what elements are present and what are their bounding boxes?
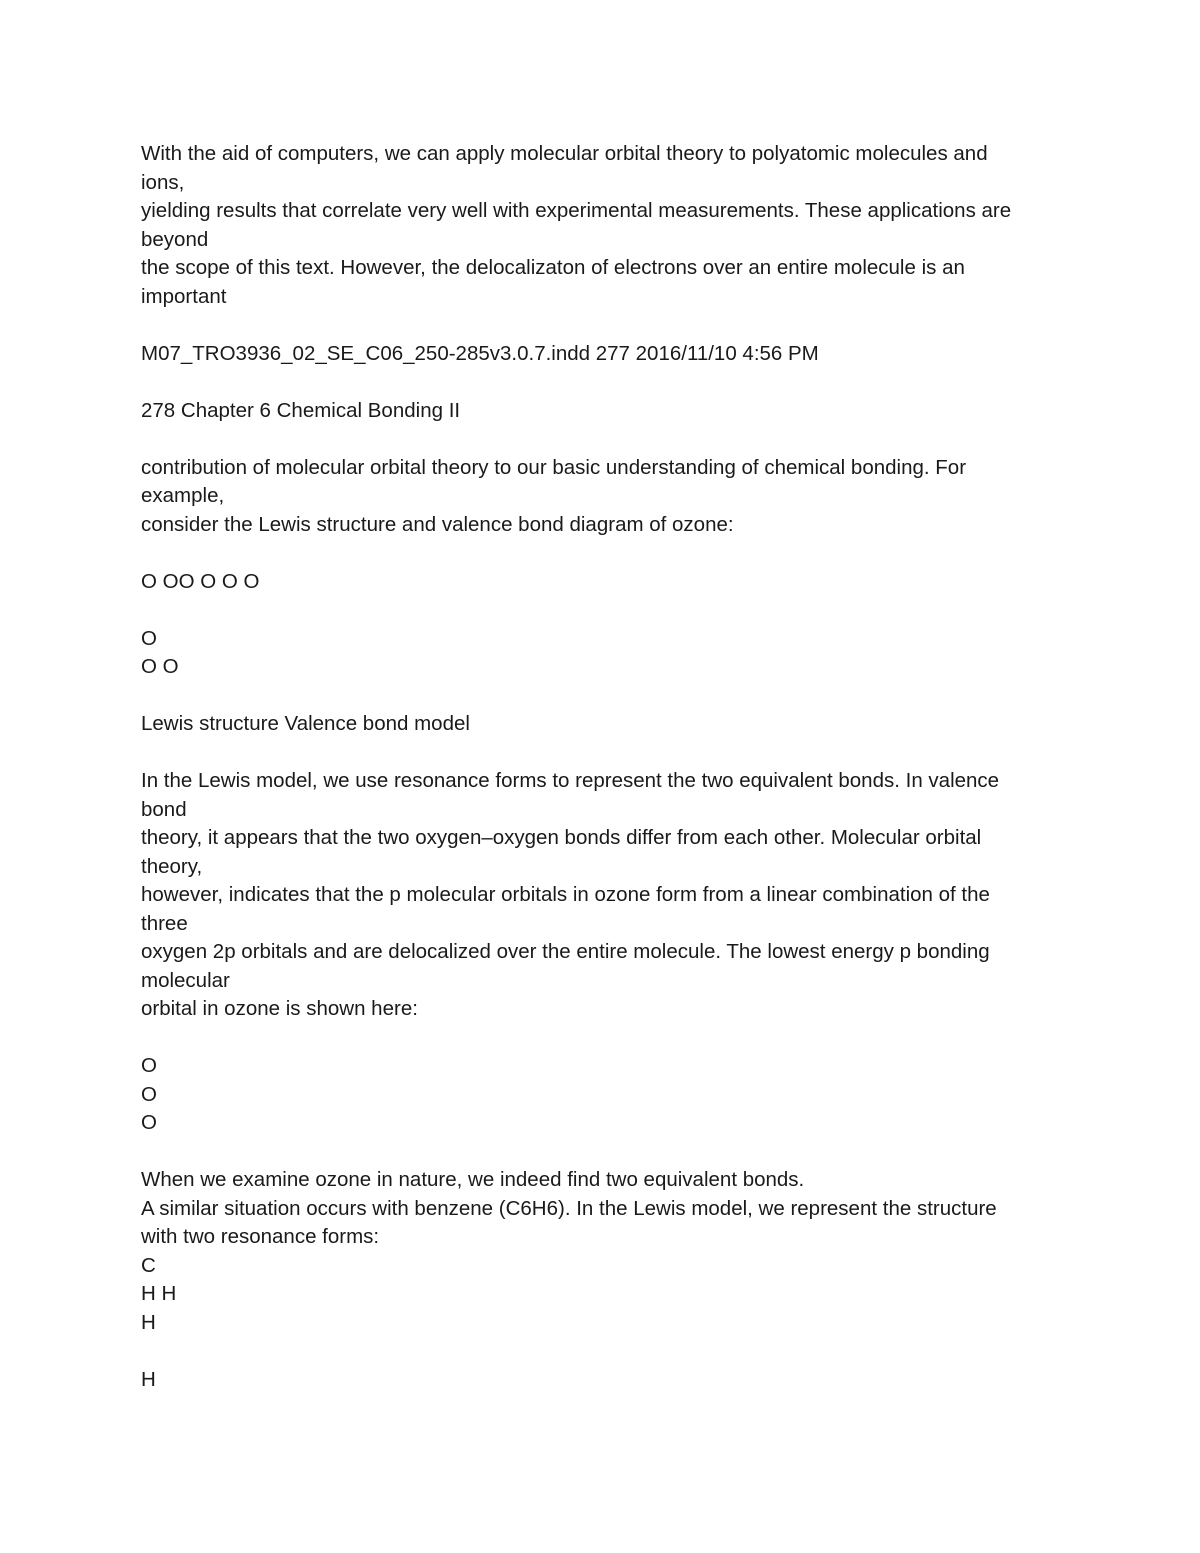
text-line: O: [141, 626, 157, 650]
blank-line: [141, 539, 1071, 568]
text-line: H: [141, 1310, 156, 1334]
text-line: however, indicates that the p molecular orbitals in ozone form from a linear combination of the: [141, 883, 990, 906]
text-line: Lewis structure Valence bond model: [141, 712, 470, 735]
blank-line: [141, 682, 1071, 711]
text-line: C: [141, 1253, 156, 1277]
blank-line: [141, 368, 1071, 397]
text-line: orbital in ozone is shown here:: [141, 997, 418, 1020]
text-line: the scope of this text. However, the delocalizaton of electrons over an entire molecule is an: [141, 256, 965, 279]
text-line: In the Lewis model, we use resonance forms to represent the two equivalent bonds. In valence: [141, 769, 1000, 792]
text-line: O: [141, 1111, 157, 1134]
text-line: O: [141, 1054, 157, 1077]
text-line: three: [141, 911, 188, 935]
text-line: O: [141, 1082, 157, 1106]
blank-line: [141, 1138, 1071, 1167]
text-line: H H: [141, 1282, 177, 1305]
text-line: O OO O O O: [141, 569, 260, 593]
text-line: with two resonance forms:: [141, 1225, 380, 1248]
text-line: A similar situation occurs with benzene (C6H6). In the Lewis model, we represent the structure: [141, 1196, 997, 1220]
text-line: oxygen 2p orbitals and are delocalized over the entire molecule. The lowest energy p bonding: [141, 940, 990, 963]
text-line: theory, it appears that the two oxygen–oxygen bonds differ from each other. Molecular orbital: [141, 826, 982, 849]
text-line: example,: [141, 484, 225, 507]
document-body: [141, 140, 1071, 1394]
text-line: When we examine ozone in nature, we indeed find two equivalent bonds.: [141, 1168, 805, 1191]
text-line: important: [141, 284, 227, 308]
blank-line: [141, 739, 1071, 768]
text-line: beyond: [141, 227, 209, 251]
blank-line: [141, 1024, 1071, 1053]
blank-line: [141, 596, 1071, 625]
text-line: contribution of molecular orbital theory to our basic understanding of chemical bonding. For: [141, 455, 967, 479]
text-line: ions,: [141, 170, 185, 194]
file-footer-line: M07_TRO3936_02_SE_C06_250-285v3.0.7.indd 277 2016/11/10 4:56 PM: [141, 341, 819, 365]
blank-line: [141, 311, 1071, 340]
text-line: theory,: [141, 854, 203, 878]
text-line: bond: [141, 797, 187, 821]
text-line: yielding results that correlate very well with experimental measurements. These applications are: [141, 199, 1012, 222]
text-line: molecular: [141, 968, 230, 992]
page-header-line: 278 Chapter 6 Chemical Bonding II: [141, 398, 461, 422]
blank-line: [141, 1337, 1071, 1366]
blank-line: [141, 425, 1071, 454]
text-line: With the aid of computers, we can apply molecular orbital theory to polyatomic molecules and: [141, 142, 988, 165]
text-line: consider the Lewis structure and valence bond diagram of ozone:: [141, 512, 734, 536]
text-line: H: [141, 1367, 156, 1391]
text-line: O O: [141, 655, 179, 678]
